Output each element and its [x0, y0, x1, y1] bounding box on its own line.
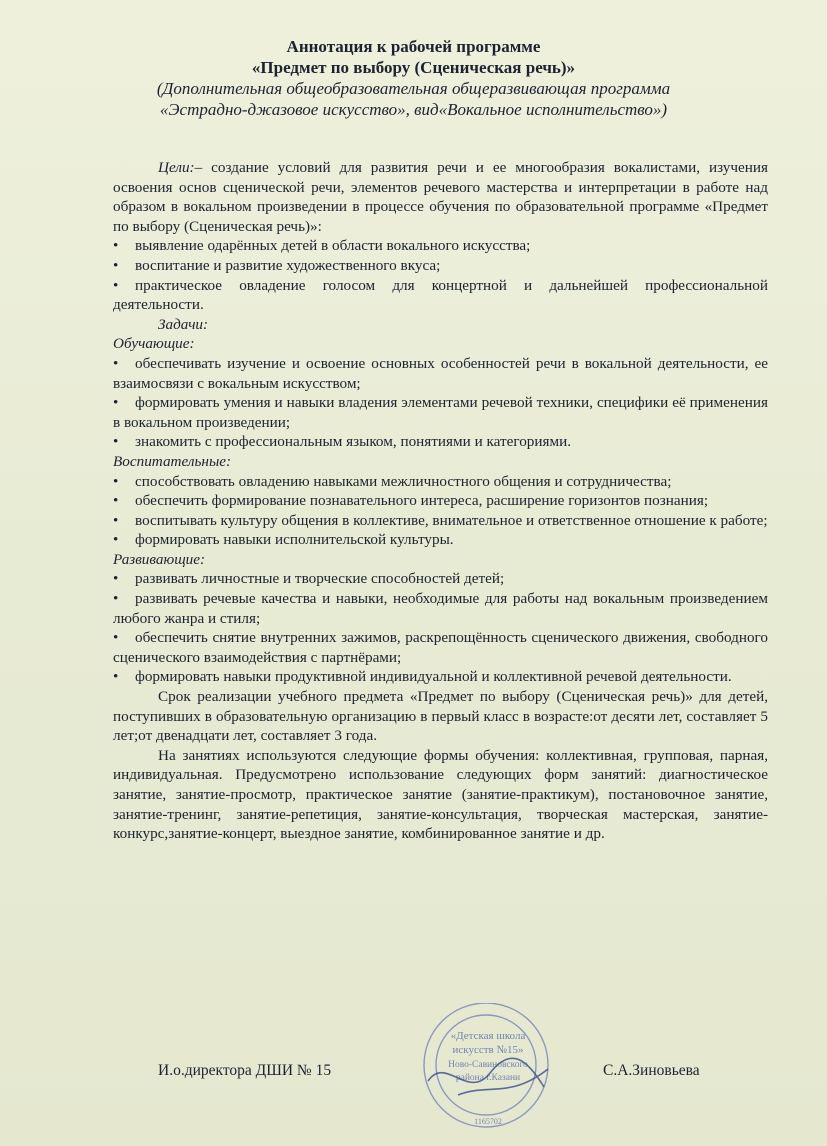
stamp-line2: искусств №15» [452, 1044, 524, 1056]
teaching-heading: Обучающие: [113, 335, 195, 353]
teaching-bullet: • обеспечивать изучение и освоение основных особенностей речи в вокальной деятельности, ее взаимосвязи с вокальным искусством; [113, 354, 768, 392]
upbringing-bullet: • формировать навыки исполнительской культуры. [113, 531, 454, 549]
developing-bullet: • развивать личностные и творческие способностей детей; [113, 570, 505, 588]
developing-bullet: • формировать навыки продуктивной индивидуальной и коллективной речевой деятельности. [113, 668, 732, 686]
document-title-line1: Аннотация к рабочей программе [286, 37, 541, 56]
bullet-icon: • [113, 276, 119, 294]
bullet-icon: • [113, 433, 119, 451]
upbringing-bullet: • способствовать овладению навыками межличностного общения и сотрудничества; [113, 472, 672, 490]
forms-paragraph: На занятиях используются следующие формы обучения: коллективная, групповая, парная, индивидуальная. Предусмотрено использование следующих форм занятий: диагностическое занятие, занятие-просмотр, практическое занятие (занятие-практикум), постановочное занятие, занятие-тренинг, занятие-репетиция, занятие-консультация, творческая мастерская, занятие-конкурс,занятие-концерт, выездное занятие, комбинированное занятие и др. [113, 746, 768, 843]
upbringing-heading: Воспитательные: [113, 452, 232, 470]
bullet-icon: • [113, 570, 119, 588]
school-stamp [398, 1003, 574, 1135]
stamp-line3: Ново-Савиновского [448, 1060, 528, 1070]
document-subtitle-line1: (Дополнительная общеобразовательная общеразвивающая программа [156, 79, 671, 98]
developing-heading: Развивающие: [113, 550, 206, 568]
stamp-ring-number: 1165702 [474, 1117, 502, 1126]
goals-paragraph [113, 158, 768, 236]
bullet-icon: • [113, 394, 119, 412]
teaching-bullet: • формировать умения и навыки владения элементами речевой техники, специфики её применения в вокальном произведении; [113, 394, 768, 431]
document-body [113, 158, 768, 844]
stamp-line1: «Детская школа [450, 1030, 526, 1042]
bullet-icon: • [113, 354, 119, 372]
bullet-icon: • [113, 629, 119, 647]
goals-text: – создание условий для развития речи и ее многообразия вокалистами, изучения освоения основ сценической речи, элементов речевого мастерства и интерпретации в работе над образом в вокальном произведении в процессе обучения по образовательной программе «Предмет по выбору (Сценическая речь)»: [113, 159, 768, 235]
bullet-icon: • [113, 668, 119, 686]
teaching-bullet: • знакомить с профессиональным языком, понятиями и категориями. [113, 433, 572, 451]
bullet-icon: • [113, 511, 119, 529]
bullet-icon: • [113, 256, 119, 274]
tasks-heading: Задачи: [158, 315, 209, 333]
developing-bullet: • развивать речевые качества и навыки, необходимые для работы над вокальным произведением любого жанра и стиля; [113, 590, 768, 627]
bullet-icon: • [113, 531, 119, 549]
goals-label: Цели: [158, 159, 195, 176]
document-subtitle-line2: «Эстрадно-джазовое искусство», вид«Вокальное исполнительство») [159, 100, 668, 119]
goal-bullet: • выявление одарённых детей в области вокального искусства; [113, 237, 531, 255]
upbringing-bullet: • воспитывать культуру общения в коллективе, внимательное и ответственное отношение к работе; [113, 511, 768, 529]
bullet-icon: • [113, 590, 119, 608]
goal-bullet: • практическое овладение голосом для концертной и дальнейшей профессиональной деятельности. [113, 276, 768, 314]
signature-position: И.о.директора ДШИ № 15 [158, 1062, 332, 1079]
developing-bullet: • обеспечить снятие внутренних зажимов, раскрепощённость сценического движения, свободного сценического взаимодействия с партнёрами; [113, 629, 768, 666]
bullet-icon: • [113, 237, 119, 255]
document-title-line2: «Предмет по выбору (Сценическая речь)» [251, 58, 576, 77]
bullet-icon: • [113, 492, 119, 510]
term-paragraph: Срок реализации учебного предмета «Предмет по выбору (Сценическая речь)» для детей, поступивших в образовательную организацию в первый класс в возрасте:от десяти лет, составляет 5 лет;от двенадцати лет, составляет 3 года. [113, 688, 768, 745]
upbringing-bullet: • обеспечить формирование познавательного интереса, расширение горизонтов познания; [113, 492, 709, 510]
stamp-line4: района г.Казани [455, 1073, 521, 1083]
bullet-icon: • [113, 472, 119, 490]
signature-name: С.А.Зиновьева [603, 1062, 700, 1079]
goal-bullet: • воспитание и развитие художественного вкуса; [113, 256, 441, 274]
